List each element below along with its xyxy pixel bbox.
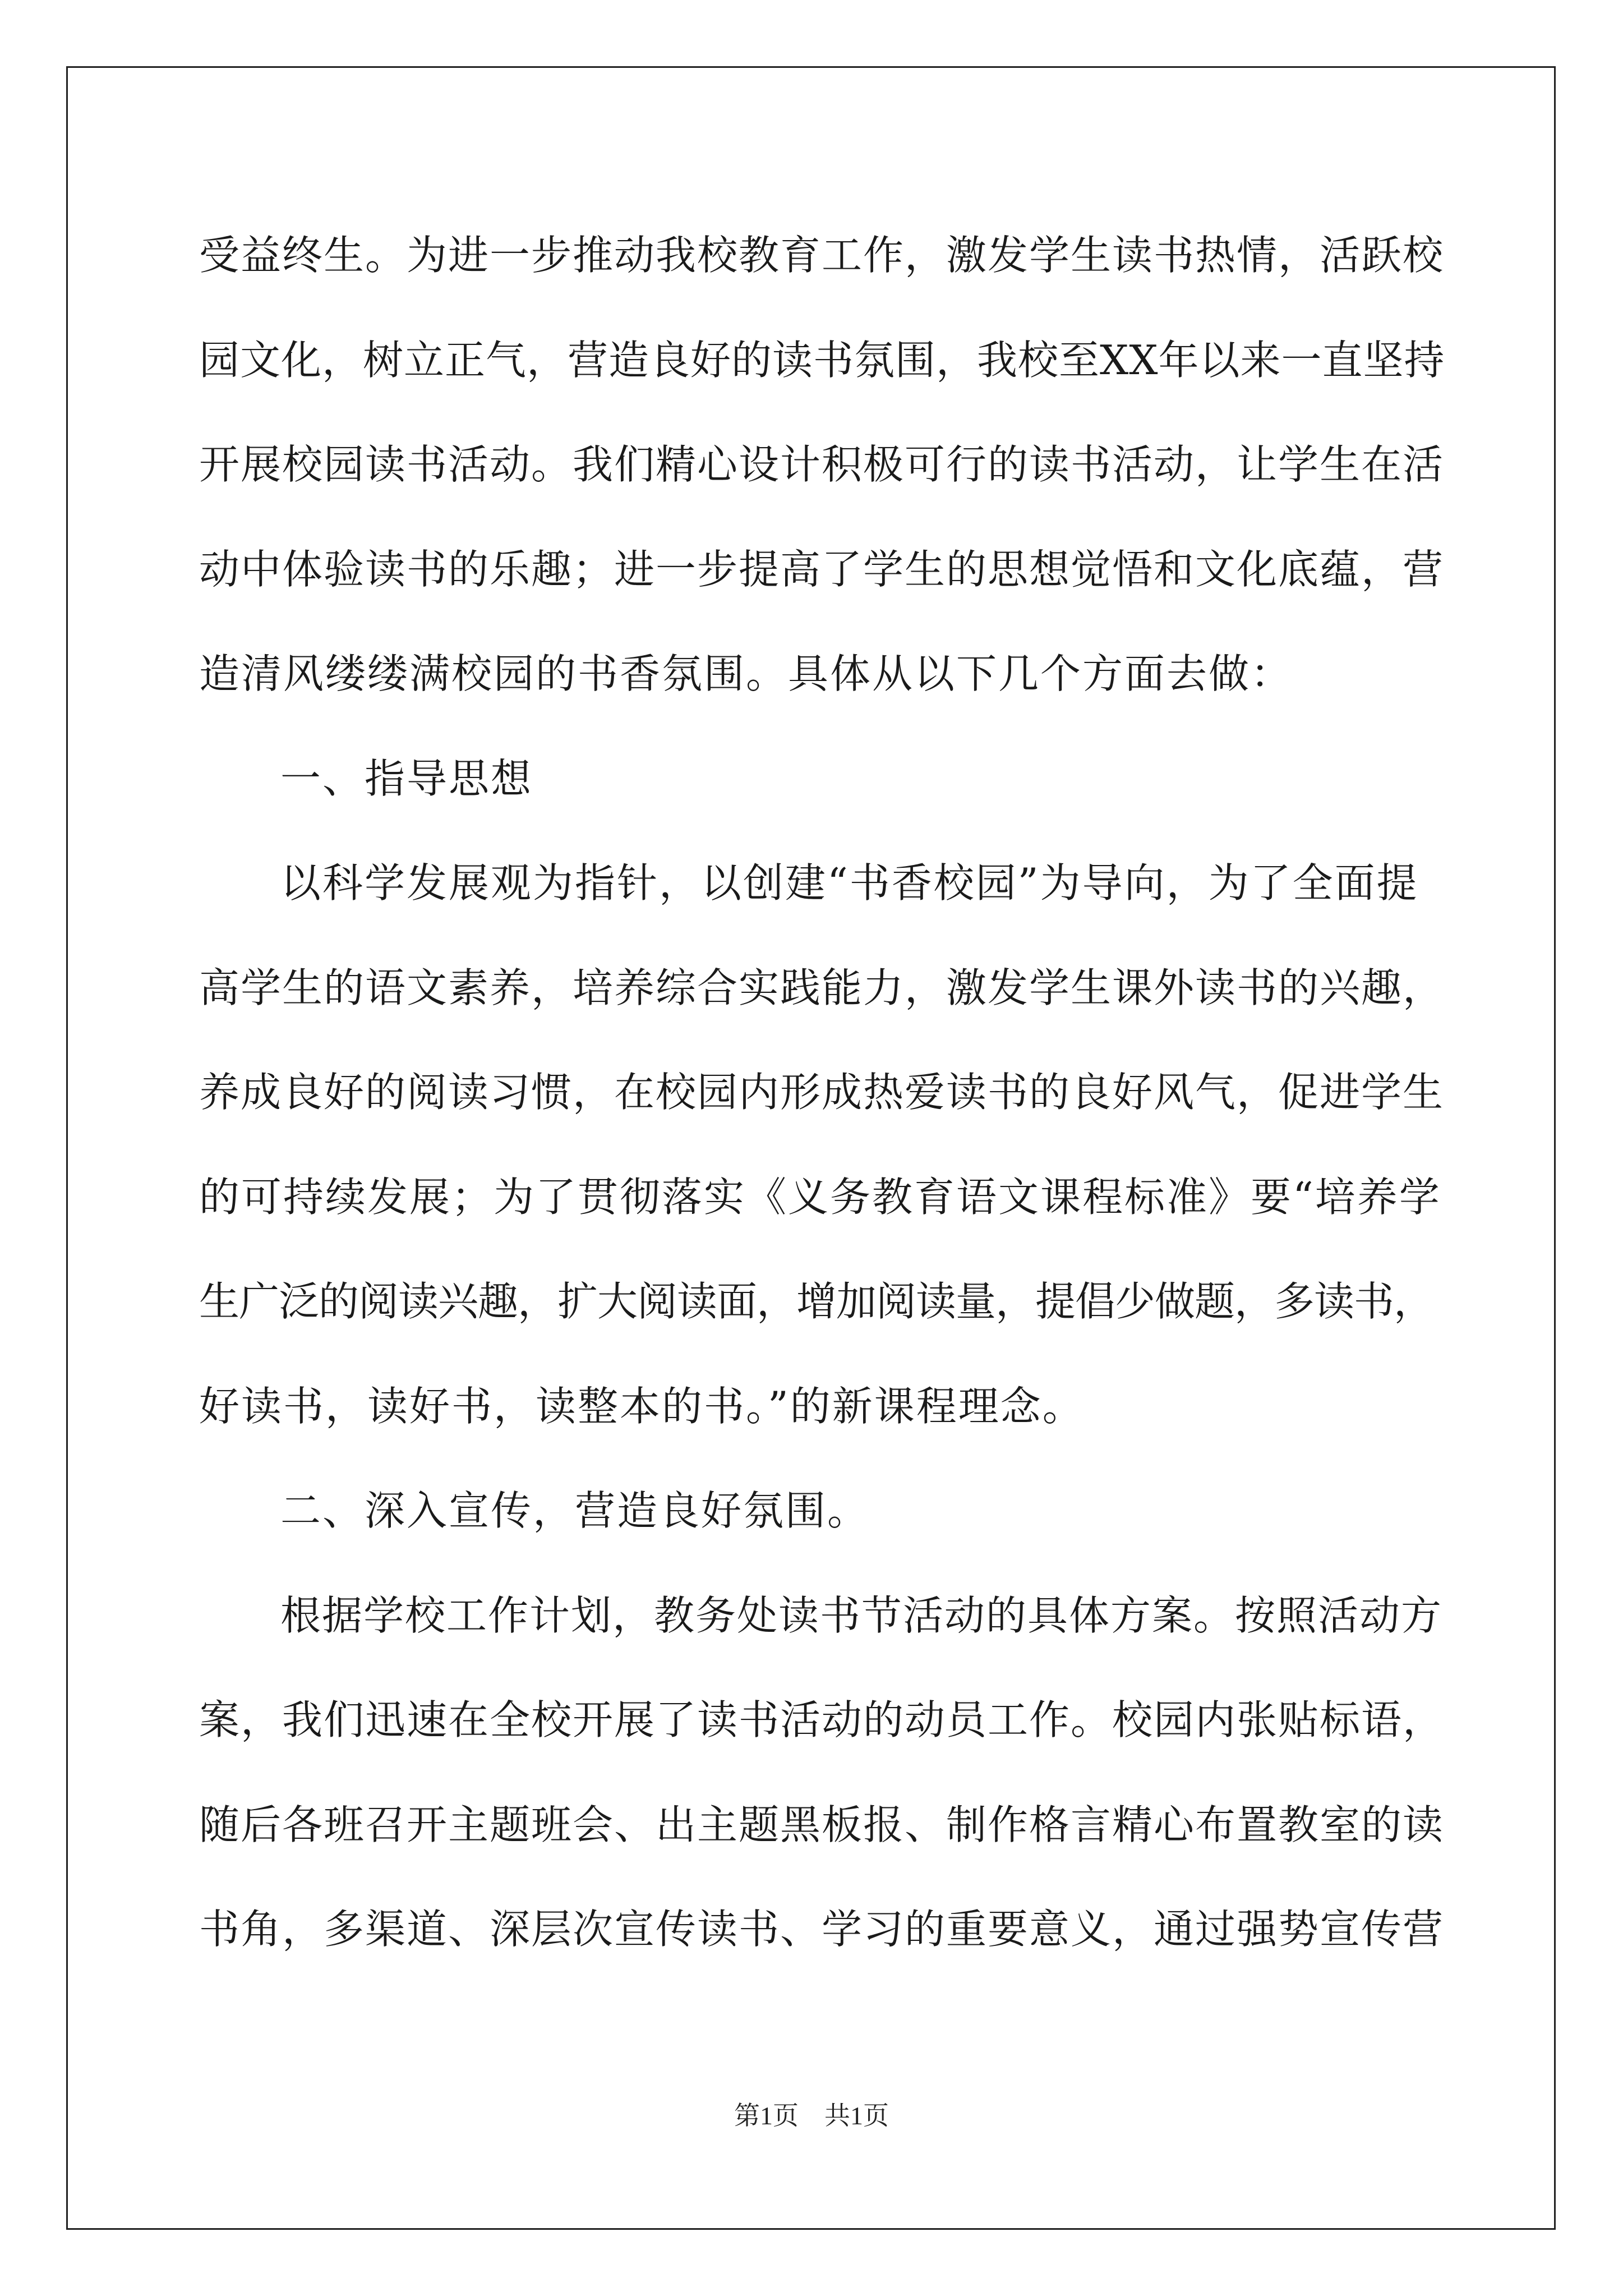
text-line: 园文化，树立正气，营造良好的读书氛围，我校至XX年以来一直坚持 bbox=[199, 336, 1445, 384]
text-line: 书角，多渠道、深层次宣传读书、学习的重要意义，通过强势宣传营 bbox=[199, 1906, 1445, 1953]
section-heading: 二、深入宣传，营造良好氛围。 bbox=[280, 1487, 870, 1534]
page-number-footer: 第1页 共1页 bbox=[734, 2101, 889, 2130]
text-line: 受益终生。为进一步推动我校教育工作，激发学生读书热情，活跃校 bbox=[199, 232, 1445, 279]
paragraph-start: 以科学发展观为指针，以创建“书香校园”为导向，为了全面提 bbox=[280, 859, 1419, 907]
text-line: 案，我们迅速在全校开展了读书活动的动员工作。校园内张贴标语， bbox=[199, 1696, 1445, 1743]
text-line: 好读书，读好书，读整本的书。”的新课程理念。 bbox=[199, 1382, 1085, 1430]
text-line: 开展校园读书活动。我们精心设计积极可行的读书活动，让学生在活 bbox=[199, 441, 1445, 488]
paragraph-start: 根据学校工作计划，教务处读书节活动的具体方案。按照活动方 bbox=[280, 1591, 1443, 1639]
text-line: 动中体验读书的乐趣；进一步提高了学生的思想觉悟和文化底蕴，营 bbox=[199, 545, 1445, 593]
document-body bbox=[199, 203, 1450, 1982]
text-line: 的可持续发展；为了贯彻落实《义务教育语文课程标准》要“培养学 bbox=[199, 1173, 1441, 1221]
section-heading: 一、指导思想 bbox=[280, 754, 533, 802]
text-line: 随后各班召开主题班会、出主题黑板报、制作格言精心布置教室的读 bbox=[199, 1801, 1445, 1848]
text-line: 高学生的语文素养，培养综合实践能力，激发学生课外读书的兴趣， bbox=[199, 964, 1445, 1011]
text-line: 生广泛的阅读兴趣，扩大阅读面，增加阅读量，提倡少做题，多读书， bbox=[199, 1278, 1434, 1325]
text-line: 养成良好的阅读习惯，在校园内形成热爱读书的良好风气，促进学生 bbox=[199, 1069, 1445, 1116]
text-line: 造清风缕缕满校园的书香氛围。具体从以下几个方面去做： bbox=[199, 650, 1293, 697]
